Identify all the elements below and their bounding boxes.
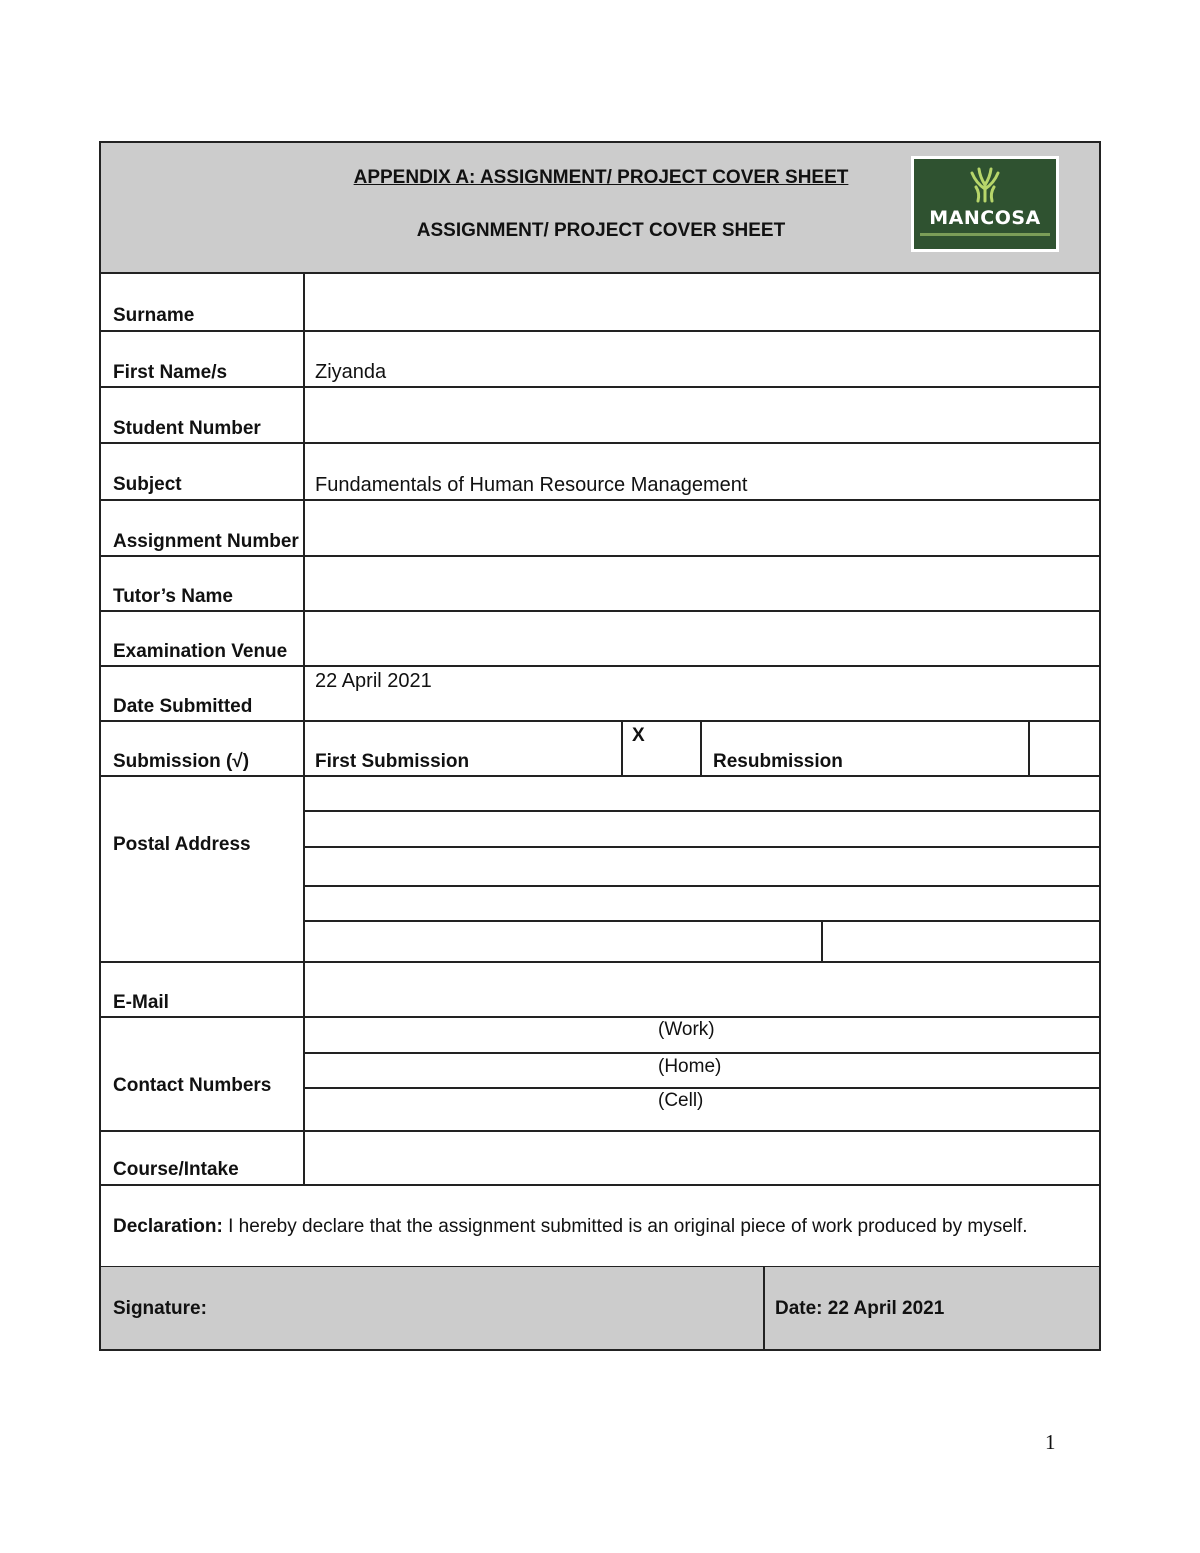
submission-label: Submission (√): [113, 751, 250, 772]
first-submission-label: First Submission: [315, 751, 470, 772]
resubmission-label: Resubmission: [713, 751, 843, 772]
email-label: E-Mail: [113, 992, 169, 1013]
first-submission-checkbox[interactable]: X: [632, 725, 645, 746]
contact-numbers-label: Contact Numbers: [113, 1075, 272, 1096]
postal-address-label: Postal Address: [113, 834, 251, 855]
declaration-label: Declaration:: [113, 1216, 223, 1237]
email-field[interactable]: [305, 963, 1099, 1016]
signature-label: Signature:: [113, 1298, 207, 1319]
examination-venue-label: Examination Venue: [113, 641, 288, 662]
logo-wordmark: MANCOSA: [929, 207, 1041, 229]
cover-sheet-form: [99, 141, 1101, 1351]
cover-sheet-subtitle: ASSIGNMENT/ PROJECT COVER SHEET: [416, 220, 786, 241]
surname-label: Surname: [113, 305, 195, 326]
student-number-label: Student Number: [113, 418, 261, 439]
first-name-label: First Name/s: [113, 362, 228, 383]
contact-cell-field[interactable]: (Cell): [658, 1090, 704, 1111]
tree-icon: [964, 167, 1006, 203]
tutor-name-label: Tutor’s Name: [113, 586, 234, 607]
logo-tagline-line: [920, 233, 1050, 236]
subject-field[interactable]: Fundamentals of Human Resource Management: [315, 474, 748, 496]
assignment-number-label: Assignment Number: [113, 531, 299, 552]
course-intake-field[interactable]: [305, 1132, 1099, 1184]
date-submitted-label: Date Submitted: [113, 696, 253, 717]
subject-label: Subject: [113, 474, 182, 495]
course-intake-label: Course/Intake: [113, 1159, 239, 1180]
appendix-title: APPENDIX A: ASSIGNMENT/ PROJECT COVER SHEET: [353, 167, 849, 188]
declaration-text: I hereby declare that the assignment submitted is an original piece of work produced by myself.: [222, 1216, 1028, 1237]
declaration: [113, 1216, 1028, 1238]
date-footer-label: Date: 22 April 2021: [775, 1298, 945, 1319]
mancosa-logo: [911, 156, 1059, 252]
resubmission-checkbox[interactable]: [1030, 722, 1099, 775]
first-name-field[interactable]: Ziyanda: [315, 361, 387, 383]
contact-work-field[interactable]: (Work): [658, 1019, 715, 1040]
contact-home-field[interactable]: (Home): [658, 1056, 722, 1077]
signature-band: [101, 1267, 1099, 1349]
date-submitted-field[interactable]: 22 April 2021: [315, 670, 432, 692]
page-number: 1: [1045, 1430, 1056, 1454]
